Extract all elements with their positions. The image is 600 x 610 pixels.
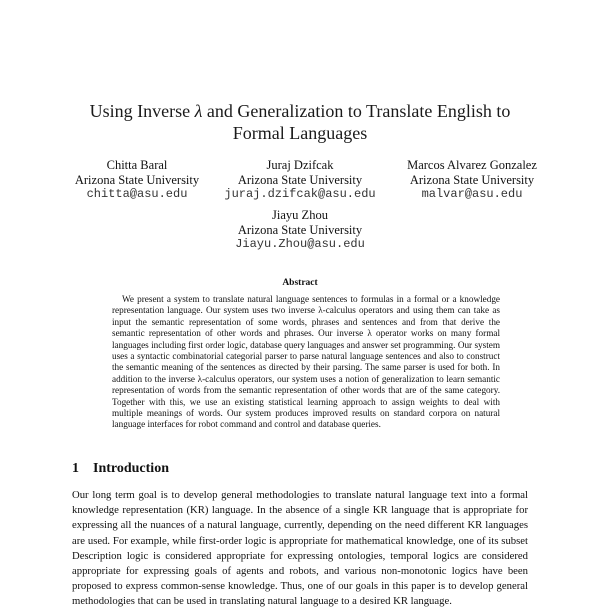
author-affiliation: Arizona State University [74, 172, 200, 187]
author-block-2 [218, 158, 382, 202]
author-email: Jiayu.Zhou@asu.edu [235, 237, 365, 251]
author-block-4 [218, 208, 382, 252]
author-email: malvar@asu.edu [421, 187, 523, 201]
abstract-text: We present a system to translate natural language sentences to formulas in a formal or a knowledge representation language. Our system uses two inverse λ-calculus operators and using them can take as input the semantic representation of some words, phrases and sentences and from that derive the semantic representation of other words and phrases. Our inverse λ operator works on many formal languages including first order logic, database query languages and answer set programming. Our system uses a syntactic combinatorial categorial parser to parse natural language sentences and also to construct the semantic meaning of the sentences as directed by their parsing. The same parser is used for both. In addition to the inverse λ-calculus operators, our system uses a notion of generalization to learn semantic representation of words from the semantic representation of other words that are of the same category. Together with this, we use an existing statistical learning approach to assign weights to deal with multiple meanings of words. Our system produces improved results on standard corpora on natural language interfaces for robot command and control and database queries. [112, 294, 500, 430]
author-email: juraj.dzifcak@asu.edu [224, 187, 376, 201]
author-affiliation: Arizona State University [237, 222, 363, 237]
introduction-text: Our long term goal is to develop general methodologies to translate natural language text into a formal knowledge representation (KR) language. In the absence of a single KR language that is appropriate for expressing all the nuances of a natural language, currently, depending on the need different KR languages are used. For example, while first-order logic is appropriate for mathematical knowledge, one of its subset Description logic is considered appropriate for expressing ontologies, temporal logics are considered appropriate for expressing goals of agents and robots, and various non-monotonic logics have been proposed to express common-sense knowledge. Thus, one of our goals in this paper is to develop general methodologies that can be used in translating natural language to a desired KR language. [72, 489, 528, 608]
lambda-symbol: λ [194, 101, 203, 121]
author-name: Jiayu Zhou [272, 208, 328, 222]
author-name: Chitta Baral [106, 158, 168, 172]
section-title: Introduction [93, 461, 169, 476]
title-line-1: Using Inverse λ and Generalization to Translate English to [89, 101, 511, 121]
section-number: 1 [72, 461, 79, 476]
author-affiliation: Arizona State University [409, 172, 535, 187]
author-name: Juraj Dzifcak [266, 158, 334, 172]
author-block-3 [383, 158, 561, 202]
section-heading [72, 461, 169, 477]
author-affiliation: Arizona State University [237, 172, 363, 187]
title-line-2: Formal Languages [232, 123, 368, 143]
abstract-heading: Abstract [282, 278, 318, 288]
author-name: Marcos Alvarez Gonzalez [407, 158, 537, 172]
author-email: chitta@asu.edu [86, 187, 188, 201]
paper-title [60, 100, 540, 144]
author-block-1 [57, 158, 217, 202]
